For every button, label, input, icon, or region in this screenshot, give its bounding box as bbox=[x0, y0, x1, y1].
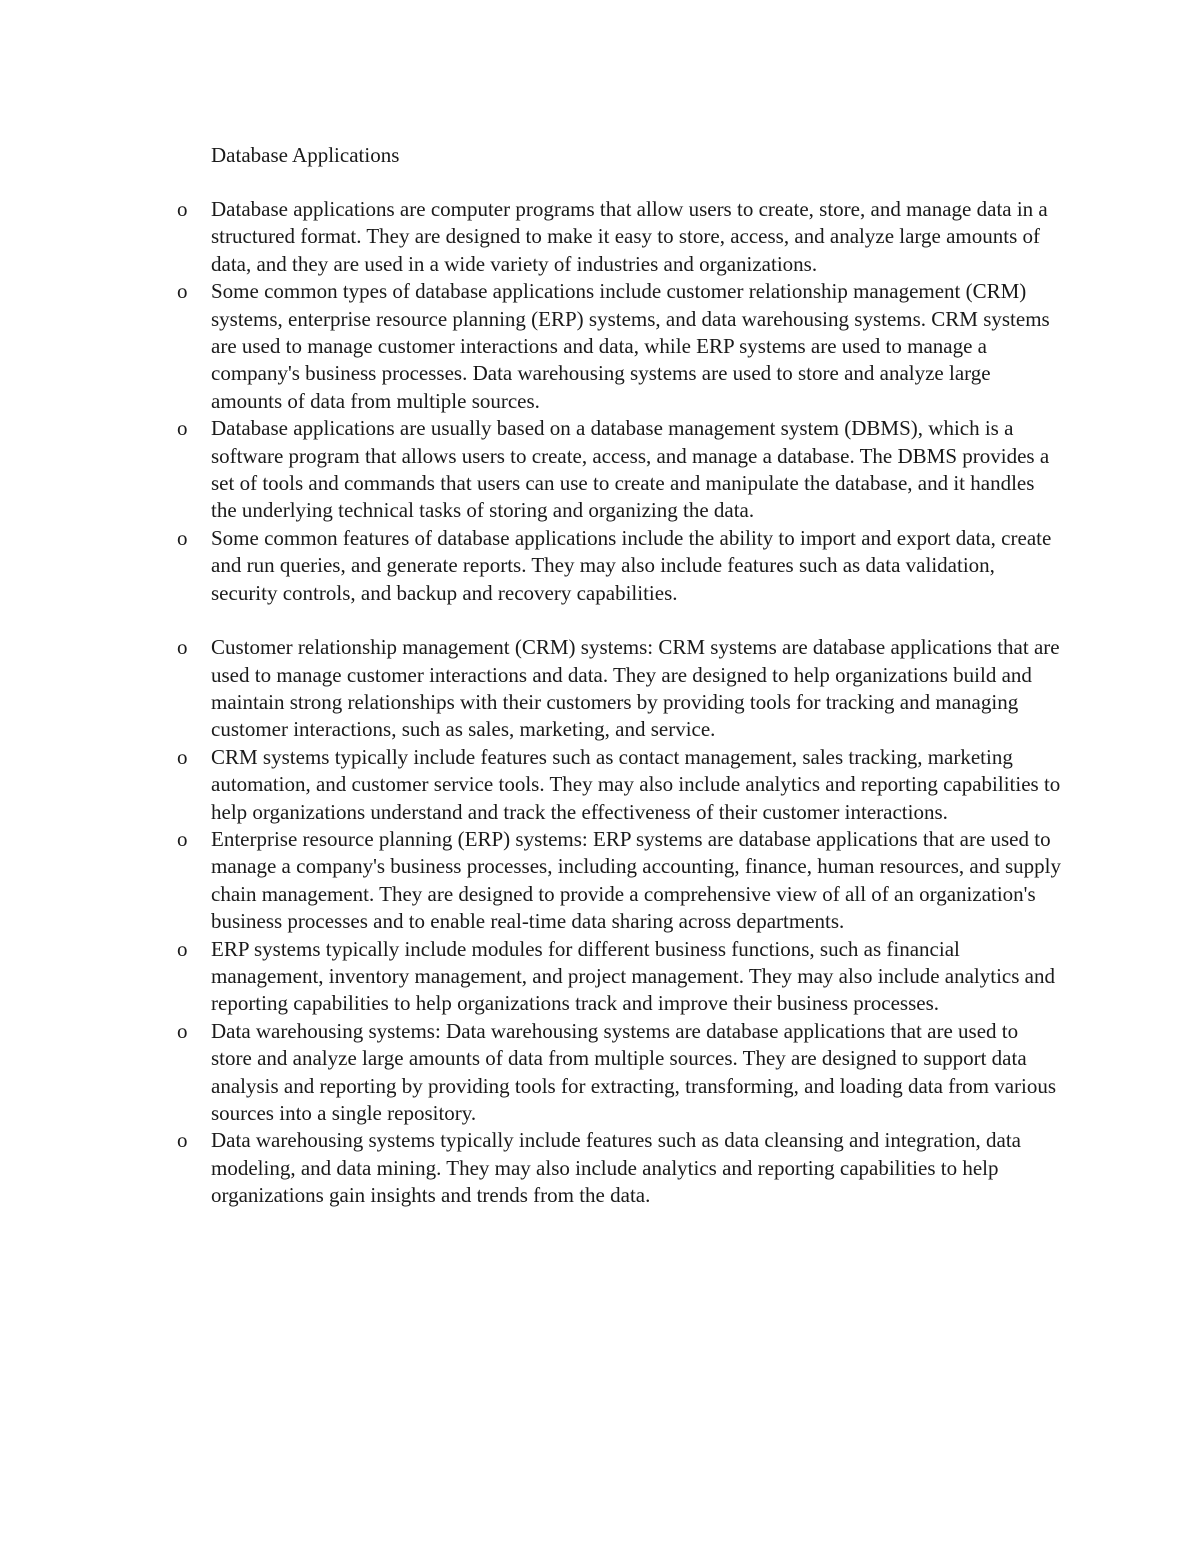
list-item bbox=[0, 826, 1061, 936]
bullet-icon: o bbox=[177, 279, 188, 304]
list-item-text: Database applications are computer programs that allow users to create, store, and manage data in a structured format. They are designed to make it easy to store, access, and analyze large amounts of data, and they are used in a wide variety of industries and organizations. bbox=[211, 197, 1048, 276]
list-item-text: Data warehousing systems typically include features such as data cleansing and integration, data modeling, and data mining. They may also include analytics and reporting capabilities to help organizations gain insights and trends from the data. bbox=[211, 1128, 1021, 1208]
list-item bbox=[0, 278, 1061, 415]
list-item-text: CRM systems typically include features such as contact management, sales tracking, marketing automation, and customer service tools. They may also include analytics and reporting capabilities to help organizations understand and track the effectiveness of their customer interactions. bbox=[211, 744, 1061, 824]
list-item-text: Some common features of database applications include the ability to import and export data, create and run queries, and generate reports. They may also include features such as data validation, security controls, and backup and recovery capabilities. bbox=[211, 525, 1052, 605]
list-item-text: Enterprise resource planning (ERP) systems: ERP systems are database applications that are used to manage a company's business processes, including accounting, finance, human resources, and supply chain management. They are designed to provide a comprehensive view of all of an organization's business processes and to enable real-time data sharing across departments. bbox=[211, 826, 1061, 934]
bullet-icon: o bbox=[177, 744, 188, 769]
bullet-icon: o bbox=[177, 936, 188, 961]
list-item bbox=[0, 634, 1061, 744]
list-item bbox=[0, 525, 1061, 607]
list-item bbox=[0, 415, 1061, 525]
bullet-icon: o bbox=[177, 416, 188, 441]
bullet-icon: o bbox=[177, 826, 188, 851]
list-item bbox=[0, 936, 1061, 1018]
list-item-text: Data warehousing systems: Data warehousing systems are database applications that are used to store and analyze large amounts of data from multiple sources. They are designed to support data analysis and reporting by providing tools for extracting, transforming, and loading data from various sources into a single repository. bbox=[211, 1018, 1057, 1125]
list-item-text: ERP systems typically include modules for different business functions, such as financial management, inventory management, and project management. They may also include analytics and reporting capabilities to help organizations track and improve their business processes. bbox=[211, 936, 1055, 1016]
bullet-list bbox=[0, 196, 1200, 1210]
list-item bbox=[0, 1018, 1061, 1128]
list-item-text: Customer relationship management (CRM) systems: CRM systems are database applications that are used to manage customer interactions and data. They are designed to help organizations build and maintain strong relationships with their customers by providing tools for tracking and managing customer interactions, such as sales, marketing, and service. bbox=[211, 635, 1060, 742]
bullet-icon: o bbox=[177, 197, 188, 221]
list-item-text: Database applications are usually based on a database management system (DBMS), which is a software program that allows users to create, access, and manage a database. The DBMS provides a set of tools and commands that users can use to create and manipulate the database, and it handles the underlying technical tasks of storing and organizing the data. bbox=[211, 416, 1050, 523]
bullet-icon: o bbox=[177, 525, 188, 550]
document-title: Database Applications bbox=[211, 143, 400, 167]
list-item bbox=[0, 744, 1061, 826]
bullet-icon: o bbox=[177, 635, 188, 660]
list-item bbox=[0, 1127, 1061, 1209]
list-item-text: Some common types of database applications include customer relationship management (CRM) systems, enterprise resource planning (ERP) systems, and data warehousing systems. CRM systems are used to manage customer interactions and data, while ERP systems are used to manage a company's business processes. Data warehousing systems are used to store and analyze large amounts of data from multiple sources. bbox=[211, 279, 1050, 413]
bullet-icon: o bbox=[177, 1128, 188, 1153]
list-item bbox=[0, 196, 1061, 278]
bullet-icon: o bbox=[177, 1018, 188, 1043]
